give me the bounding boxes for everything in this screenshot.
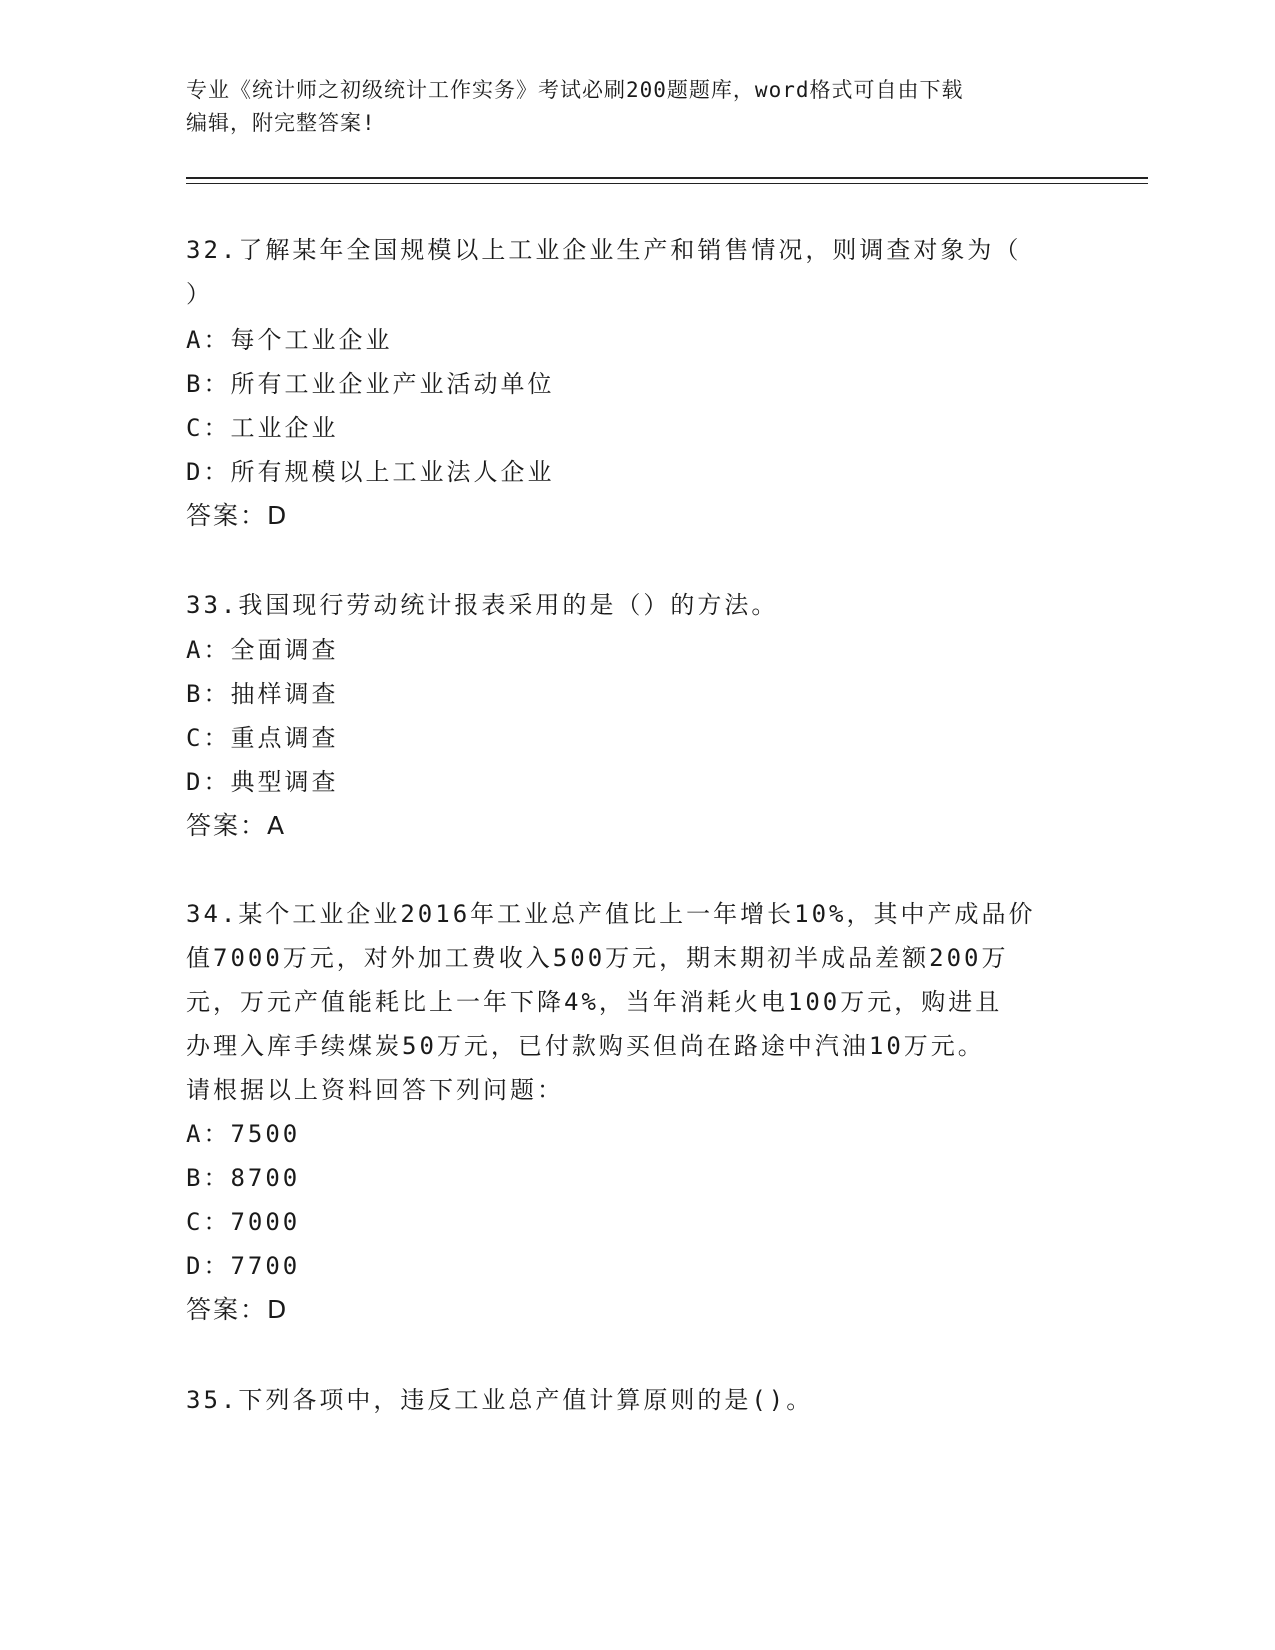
question-34-line-1: 34.某个工业企业2016年工业总产值比上一年增长10%，其中产成品价 (186, 900, 1036, 928)
question-33-answer: 答案：A (186, 811, 287, 840)
question-34-option-c: C：7000 (186, 1208, 301, 1236)
question-33-option-a: A：全面调查 (186, 636, 339, 664)
question-34-option-b: B：8700 (186, 1164, 301, 1192)
document-header (186, 74, 1086, 140)
question-32-option-c: C：工业企业 (186, 414, 339, 442)
question-32-line-2: ） (186, 280, 213, 308)
question-32-option-b: B：所有工业企业产业活动单位 (186, 370, 555, 398)
question-33-option-c: C：重点调查 (186, 724, 339, 752)
question-33-line-1: 33.我国现行劳动统计报表采用的是（）的方法。 (186, 591, 779, 619)
question-34-option-d: D：7700 (186, 1252, 301, 1280)
question-33-option-b: B：抽样调查 (186, 680, 339, 708)
question-33-option-d: D：典型调查 (186, 768, 339, 796)
question-34-option-a: A：7500 (186, 1120, 301, 1148)
question-32-answer: 答案：D (186, 501, 289, 530)
header-line-1: 专业《统计师之初级统计工作实务》考试必刷200题题库，word格式可自由下载 (186, 78, 964, 102)
question-34-line-4: 办理入库手续煤炭50万元，已付款购买但尚在路途中汽油10万元。 (186, 1032, 985, 1060)
header-divider-thin (186, 183, 1148, 184)
header-line-2: 编辑，附完整答案! (186, 111, 376, 135)
header-divider-thick (186, 177, 1148, 179)
question-34-line-2: 值7000万元，对外加工费收入500万元，期末期初半成品差额200万 (186, 944, 1009, 972)
question-32-option-d: D：所有规模以上工业法人企业 (186, 458, 555, 486)
question-32-line-1: 32.了解某年全国规模以上工业企业生产和销售情况，则调查对象为（ (186, 236, 1022, 264)
question-34-line-5: 请根据以上资料回答下列问题： (186, 1076, 564, 1104)
question-35-line-1: 35.下列各项中，违反工业总产值计算原则的是()。 (186, 1386, 814, 1414)
question-34-line-3: 元，万元产值能耗比上一年下降4%，当年消耗火电100万元，购进且 (186, 988, 1003, 1016)
question-34-answer: 答案：D (186, 1295, 289, 1324)
question-32-option-a: A：每个工业企业 (186, 326, 393, 354)
